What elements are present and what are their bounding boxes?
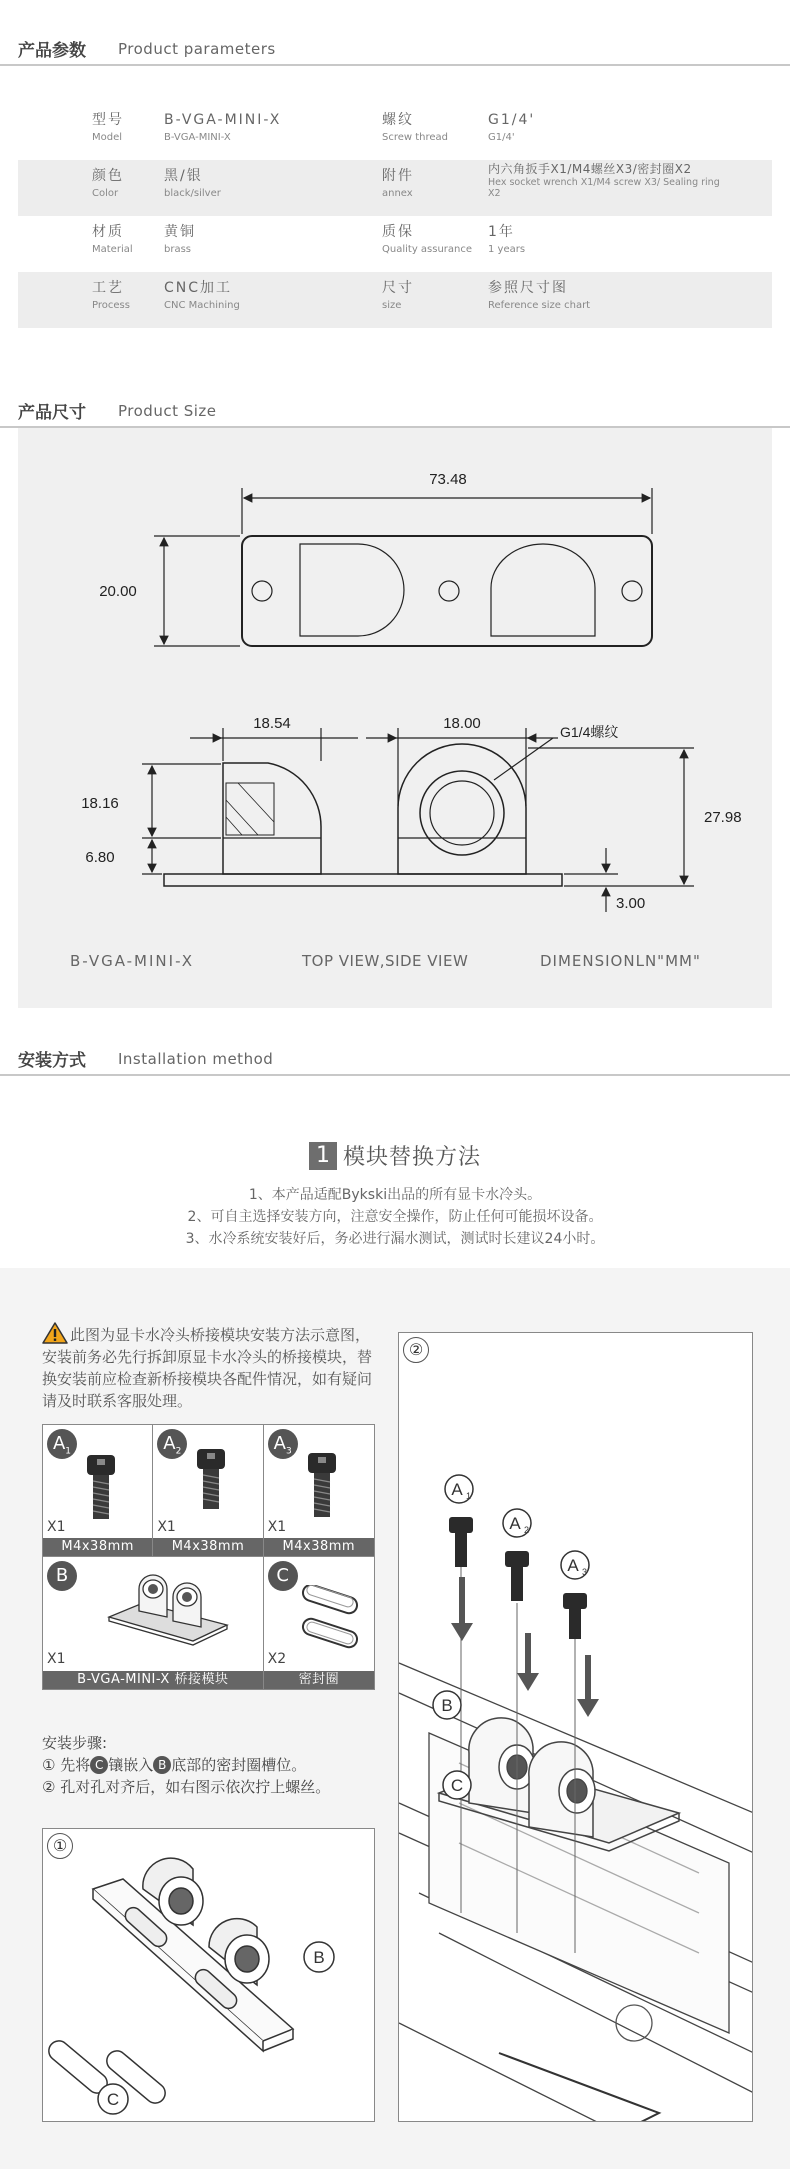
dim-h1: 18.16	[81, 795, 119, 812]
param-value-en: G1/4'	[488, 132, 515, 143]
size-section-title-zh: 产品尺寸	[18, 403, 86, 423]
figure-2-label-c: C	[450, 1776, 464, 1795]
part-badge: C	[268, 1561, 298, 1591]
param-key-en: Color	[92, 188, 119, 199]
params-section-header	[0, 30, 790, 66]
step-2: ② 孔对孔对齐后，如右图示依次拧上螺丝。	[42, 1778, 331, 1796]
dim-thread: G1/4螺纹	[560, 724, 619, 740]
part-qty: X2	[267, 1651, 287, 1667]
part-bridge-module	[43, 1557, 264, 1689]
param-row	[18, 272, 772, 328]
mount-hole	[252, 581, 272, 601]
caption-view: TOP VIEW,SIDE VIEW	[302, 952, 469, 970]
part-qty: X1	[47, 1651, 66, 1667]
figure-2-label-a3: A	[567, 1556, 579, 1575]
param-value: G1/4'	[488, 112, 536, 128]
warning-text: 此图为显卡水冷头桥接模块安装方法示意图，安装前务必先行拆卸原显卡水冷头的桥接模块，替换安装前应检查新桥接模块各配件情况，如有疑问请及时联系客服处理。	[42, 1326, 373, 1410]
param-value-en: brass	[164, 244, 192, 255]
mount-hole	[439, 581, 459, 601]
param-value-en: 1 years	[488, 244, 526, 255]
param-value-en: Reference size chart	[488, 300, 591, 311]
dim-left-width: 18.54	[253, 715, 291, 732]
param-key-en: Process	[92, 300, 130, 311]
param-key: 附件	[382, 168, 414, 184]
sealing-ring-icon	[298, 1585, 368, 1655]
install-section-title-zh: 安装方式	[18, 1051, 86, 1071]
param-value: 黄铜	[164, 224, 196, 240]
dimension-drawing	[18, 428, 772, 1008]
figure-1-drawing	[43, 1829, 375, 2122]
params-section-title-en: Product parameters	[118, 40, 276, 58]
step-1: ① 先将 C 镶嵌入 B 底部的密封圈槽位。	[42, 1756, 307, 1774]
note-line: 3、水冷系统安装好后，务必进行漏水测试，测试时长建议24小时。	[185, 1231, 605, 1247]
param-value: 参照尺寸图	[488, 280, 568, 296]
part-label: M4x38mm	[43, 1538, 152, 1556]
module-title-text: 模块替换方法	[342, 1145, 481, 1170]
screw-icon	[302, 1451, 342, 1521]
module-notes	[0, 1184, 790, 1250]
param-key-en: Model	[92, 132, 123, 143]
figure-number: ②	[403, 1337, 429, 1363]
dim-total-height: 27.98	[704, 809, 742, 826]
dim-height: 20.00	[99, 583, 137, 600]
param-value: 内六角扳手X1/M4螺丝X3/密封圈X2	[488, 162, 692, 176]
inline-badge-c: C	[90, 1756, 108, 1774]
param-value: B-VGA-MINI-X	[164, 112, 282, 128]
screw-icon	[191, 1447, 231, 1517]
figure-2-label-b: B	[441, 1696, 453, 1715]
params-section-title-zh: 产品参数	[18, 41, 86, 61]
param-value: 黑/银	[164, 168, 203, 184]
param-key: 质保	[382, 224, 414, 240]
param-key-en: Quality assurance	[382, 244, 473, 255]
dim-right-width: 18.00	[443, 715, 481, 732]
caption-unit: DIMENSIONLN"MM"	[540, 952, 701, 970]
figure-2-label-a2-sub: 2	[524, 1525, 530, 1535]
param-row	[18, 104, 772, 160]
inline-badge-b: B	[153, 1756, 171, 1774]
part-qty: X1	[47, 1519, 66, 1535]
dim-width: 73.48	[429, 471, 467, 488]
top-port-left	[300, 544, 404, 636]
install-section-header	[0, 1040, 790, 1076]
part-screw-a3	[264, 1425, 374, 1557]
module-number: 1	[309, 1142, 337, 1170]
install-steps	[42, 1732, 382, 1798]
top-port-right	[491, 544, 595, 636]
module-title	[0, 1140, 790, 1171]
install-section-title-en: Installation method	[118, 1050, 274, 1068]
param-key: 尺寸	[382, 280, 414, 296]
param-key-en: Screw thread	[382, 132, 449, 143]
part-label: M4x38mm	[264, 1538, 374, 1556]
part-screw-a2	[153, 1425, 263, 1557]
part-label: B-VGA-MINI-X 桥接模块	[43, 1671, 263, 1689]
part-label: 密封圈	[264, 1671, 374, 1689]
param-key-en: annex	[382, 188, 413, 199]
param-row	[18, 160, 772, 216]
part-badge: B	[47, 1561, 77, 1591]
param-value-en: Hex socket wrench X1/M4 screw X3/ Sealing ring X2	[488, 177, 720, 199]
param-key: 材质	[92, 224, 124, 240]
param-key: 螺纹	[382, 112, 414, 128]
params-table	[18, 104, 772, 328]
param-value-en: black/silver	[164, 188, 221, 199]
part-screw-a1	[43, 1425, 153, 1557]
mount-hole	[622, 581, 642, 601]
side-view-base	[164, 874, 562, 886]
steps-title: 安装步骤:	[42, 1734, 108, 1752]
part-badge: $A_3$	[268, 1429, 298, 1459]
bridge-module-icon	[103, 1567, 233, 1647]
param-value-en: CNC Machining	[164, 300, 240, 311]
warning-icon	[42, 1322, 68, 1344]
param-key: 型号	[92, 112, 124, 128]
warning-block	[42, 1322, 382, 1412]
part-qty: X1	[267, 1519, 287, 1535]
part-label: M4x38mm	[153, 1538, 262, 1556]
note-line: 1、本产品适配Bykski出品的所有显卡水冷头。	[248, 1187, 542, 1203]
size-section-title-en: Product Size	[118, 402, 217, 420]
part-qty: X1	[157, 1519, 176, 1535]
figure-number: ①	[47, 1833, 73, 1859]
dim-base-height: 3.00	[616, 895, 646, 912]
param-row	[18, 216, 772, 272]
figure-1	[42, 1828, 375, 2122]
dimension-drawing-panel	[18, 428, 772, 1008]
part-sealing-ring	[264, 1557, 374, 1689]
figure-2-drawing	[399, 1333, 753, 2122]
part-badge: $A_1$	[47, 1429, 77, 1459]
figure-2	[398, 1332, 753, 2122]
side-view-elbow	[223, 763, 321, 874]
param-key: 工艺	[92, 280, 124, 296]
param-value-en: B-VGA-MINI-X	[164, 132, 231, 143]
part-badge: $A_2$	[157, 1429, 187, 1459]
figure-2-label-a2: A	[509, 1514, 521, 1533]
param-key: 颜色	[92, 168, 124, 184]
caption-model: B-VGA-MINI-X	[70, 952, 195, 970]
param-value: 1年	[488, 224, 515, 240]
figure-2-label-a1: A	[451, 1480, 463, 1499]
figure-2-label-a1-sub: 1	[466, 1491, 472, 1501]
param-value: CNC加工	[164, 280, 233, 296]
top-view-plate	[242, 536, 652, 646]
dim-h2: 6.80	[85, 849, 115, 866]
screw-icon	[81, 1453, 121, 1523]
parts-list	[42, 1424, 375, 1690]
param-key-en: size	[382, 300, 402, 311]
figure-1-label-c: C	[106, 2090, 120, 2109]
note-line: 2、可自主选择安装方向，注意安全操作，防止任何可能损坏设备。	[187, 1209, 603, 1225]
figure-2-label-a3-sub: 3	[582, 1567, 588, 1577]
size-section-header	[0, 392, 790, 428]
param-key-en: Material	[92, 244, 133, 255]
figure-1-label-b: B	[313, 1948, 325, 1967]
